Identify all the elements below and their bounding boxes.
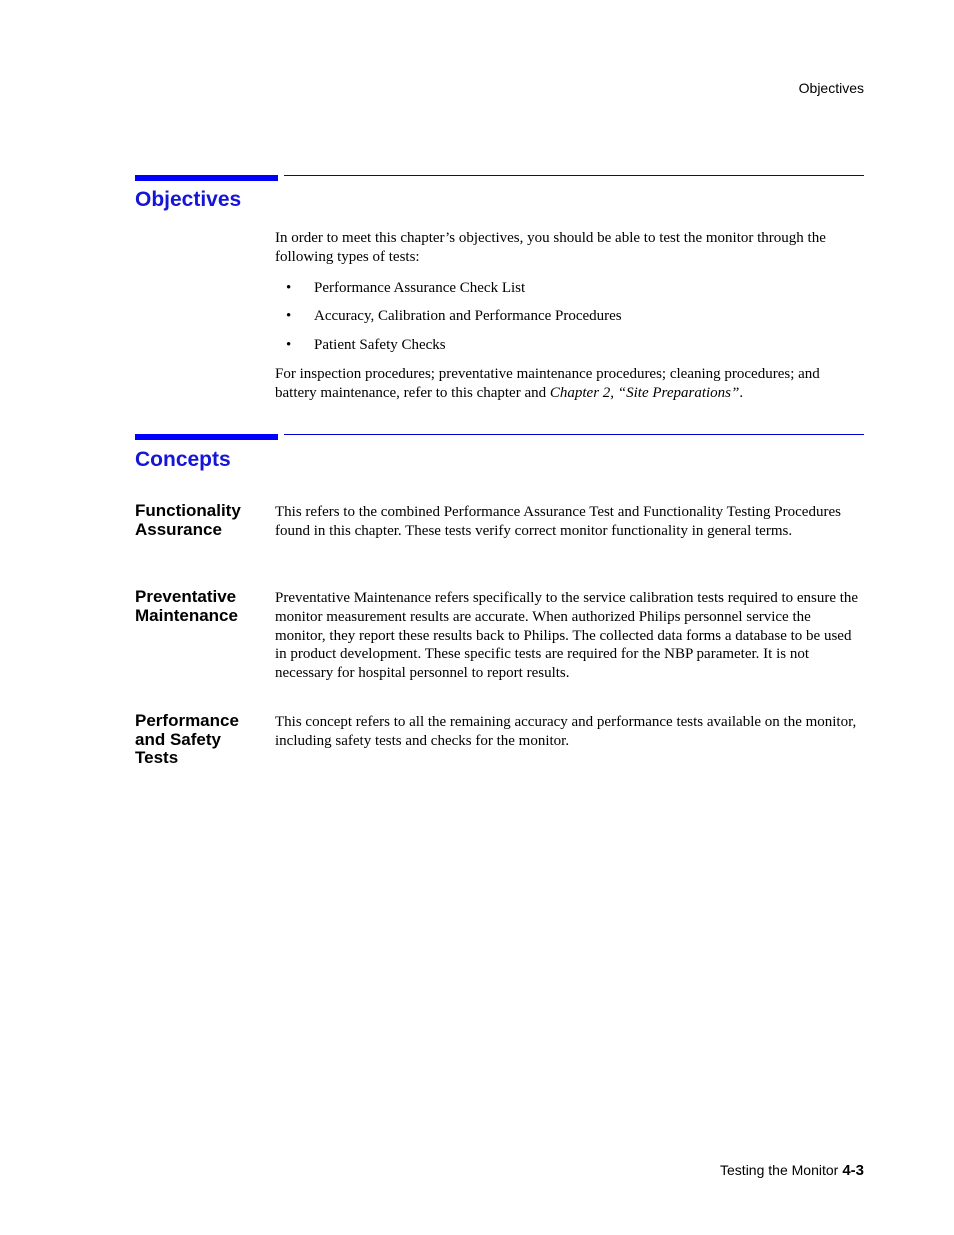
- section-rule-thick: [135, 434, 278, 440]
- bullet-icon: •: [286, 280, 292, 296]
- footer-chapter: Testing the Monitor: [720, 1162, 839, 1178]
- concept-term-performance-safety-tests: Performance and Safety Tests: [135, 711, 239, 767]
- list-item-text: Patient Safety Checks: [314, 337, 446, 353]
- bullet-icon: •: [286, 337, 292, 353]
- section-rule-thick: [135, 175, 278, 181]
- closing-text: For inspection procedures; preventative maintenance procedures; cleaning procedures; and battery maintenance, refer to this chapter and: [275, 366, 820, 401]
- section-rule-thin: [284, 434, 864, 435]
- page-number: 4-3: [842, 1162, 864, 1179]
- running-header: Objectives: [798, 80, 864, 96]
- bullet-icon: •: [286, 308, 292, 324]
- concepts-heading: Concepts: [135, 448, 231, 471]
- concept-description-preventative-maintenance: Preventative Maintenance refers specifically to the service calibration tests required to ensure the monitor measurement results are accurate. When authorized Philips personnel service the monitor, they report these results back to Philips. The collected data forms a database to be used in product development. These specific tests are required for the NBP parameter. It is not necessary for hospital personnel to report results.: [275, 590, 859, 682]
- objectives-intro: In order to meet this chapter’s objectives, you should be able to test the monitor through the following types of tests:: [275, 230, 826, 265]
- concept-term-functionality-assurance: Functionality Assurance: [135, 501, 241, 539]
- list-item-text: Accuracy, Calibration and Performance Procedures: [314, 308, 622, 324]
- objectives-heading: Objectives: [135, 188, 242, 211]
- list-item: [286, 280, 525, 297]
- concept-term-preventative-maintenance: Preventative Maintenance: [135, 587, 238, 625]
- closing-suffix: .: [739, 384, 744, 401]
- concept-description-performance-safety-tests: This concept refers to all the remaining accuracy and performance tests available on the monitor, including safety tests and checks for the monitor.: [275, 714, 857, 749]
- list-item: [286, 337, 446, 354]
- concept-description-functionality-assurance: This refers to the combined Performance Assurance Test and Functionality Testing Procedures found in this chapter. These tests verify correct monitor functionality in general terms.: [275, 504, 841, 539]
- list-item-text: Performance Assurance Check List: [314, 280, 526, 296]
- objectives-closing: [275, 365, 865, 403]
- list-item: [286, 308, 622, 325]
- section-rule-thin: [284, 175, 864, 176]
- chapter-reference: Chapter 2, “Site Preparations”: [549, 384, 740, 401]
- page-footer: [720, 1162, 864, 1179]
